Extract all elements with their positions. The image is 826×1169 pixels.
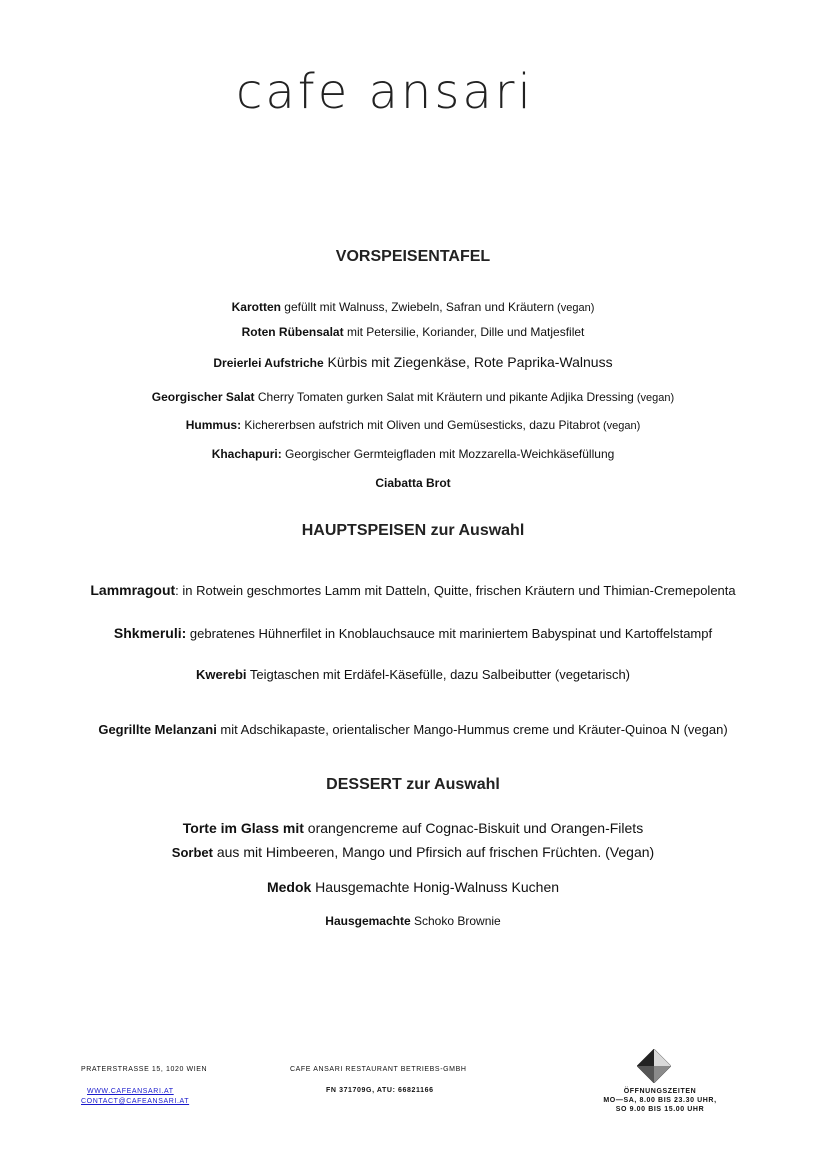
item-name: Shkmeruli: [113,625,187,641]
item-name: Gegrillte Melanzani [98,722,217,737]
item-desc: Georgischer Germteigfladen mit Mozzarella-Weichkäsefüllung [281,447,615,461]
menu-item [0,667,826,682]
item-desc: Kürbis mit Ziegenkäse, Rote Paprika-Walnuss [323,354,613,370]
footer-company: CAFE ANSARI RESTAURANT BETRIEBS-GMBH [290,1066,467,1073]
item-desc: Schoko Brownie [410,914,501,928]
item-name: Medok [266,879,312,895]
menu-item [0,625,826,641]
menu-item [0,476,826,490]
menu-item [0,914,826,928]
item-name: Ciabatta Brot [375,476,451,490]
menu-item [0,325,826,339]
item-desc: mit Adschikapaste, orientalischer Mango-Hummus creme und Kräuter-Quinoa N (vegan) [216,722,728,737]
item-name: Sorbet [171,845,213,860]
item-name: Torte im Glass mit [182,820,304,836]
item-desc: Kichererbsen aufstrich mit Oliven und Gemüsesticks, dazu Pitabrot [241,418,600,432]
item-name: Khachapuri: [211,447,282,461]
item-desc: gebratenes Hühnerfilet in Knoblauchsauce mit mariniertem Babyspinat und Kartoffelstampf [186,626,713,641]
item-desc: aus mit Himbeeren, Mango und Pfirsich auf frischen Früchten. (Vegan) [212,844,655,860]
hours-sunday: SO 9.00 BIS 15.00 UHR [615,1106,705,1113]
cafe-ansari-logo: cafe ansari [236,64,534,120]
menu-item [0,722,826,737]
item-name: Georgischer Salat [151,390,255,404]
hours-title: ÖFFNUNGSZEITEN [623,1088,697,1095]
menu-item [0,844,826,860]
website-link[interactable]: WWW.CAFEANSARI.AT [87,1088,174,1095]
dessert-heading: DESSERT zur Auswahl [326,776,500,793]
item-name: Hummus: [185,418,242,432]
email-link[interactable]: CONTACT@CAFEANSARI.AT [81,1098,190,1105]
footer-links [81,1087,189,1107]
item-name: Kwerebi [195,667,247,682]
item-desc: : in Rotwein geschmortes Lamm mit Datteln, Quitte, frischen Kräutern und Thimian-Cremepolenta [175,583,736,598]
footer-registry: FN 371709G, ATU: 66821166 [326,1087,434,1094]
footer-hours [560,1087,760,1114]
menu-item [0,447,826,461]
mains-heading: HAUPTSPEISEN zur Auswahl [301,522,525,539]
menu-item [0,582,826,598]
item-note: (vegan) [633,392,675,404]
item-desc: orangencreme auf Cognac-Biskuit und Orangen-Filets [303,820,644,836]
item-desc: mit Petersilie, Koriander, Dille und Matjesfilet [343,325,585,339]
item-note: (vegan) [599,420,641,432]
item-name: Dreierlei Aufstriche [213,356,324,370]
starters-heading: VORSPEISENTAFEL [335,248,491,265]
item-name: Roten Rübensalat [241,325,344,339]
menu-item [0,390,826,404]
item-note: (vegan) [554,302,595,314]
footer-address: PRATERSTRASSE 15, 1020 WIEN [81,1066,208,1073]
menu-item [0,418,826,432]
hours-weekday: MO—SA, 8.00 BIS 23.30 UHR, [603,1097,717,1104]
menu-item [0,820,826,836]
menu-item [0,354,826,370]
item-desc: Cherry Tomaten gurken Salat mit Kräutern und pikante Adjika Dressing [254,390,634,404]
item-name: Hausgemachte [325,914,411,928]
item-name: Lammragout [90,582,176,598]
item-desc: gefüllt mit Walnuss, Zwiebeln, Safran und Kräutern [280,300,554,314]
diamond-logo-icon [637,1049,671,1083]
menu-item [0,879,826,895]
item-name: Karotten [231,300,281,314]
menu-item [0,300,826,314]
item-desc: Hausgemachte Honig-Walnuss Kuchen [311,879,560,895]
item-desc: Teigtaschen mit Erdäfel-Käsefülle, dazu Salbeibutter (vegetarisch) [246,667,631,682]
